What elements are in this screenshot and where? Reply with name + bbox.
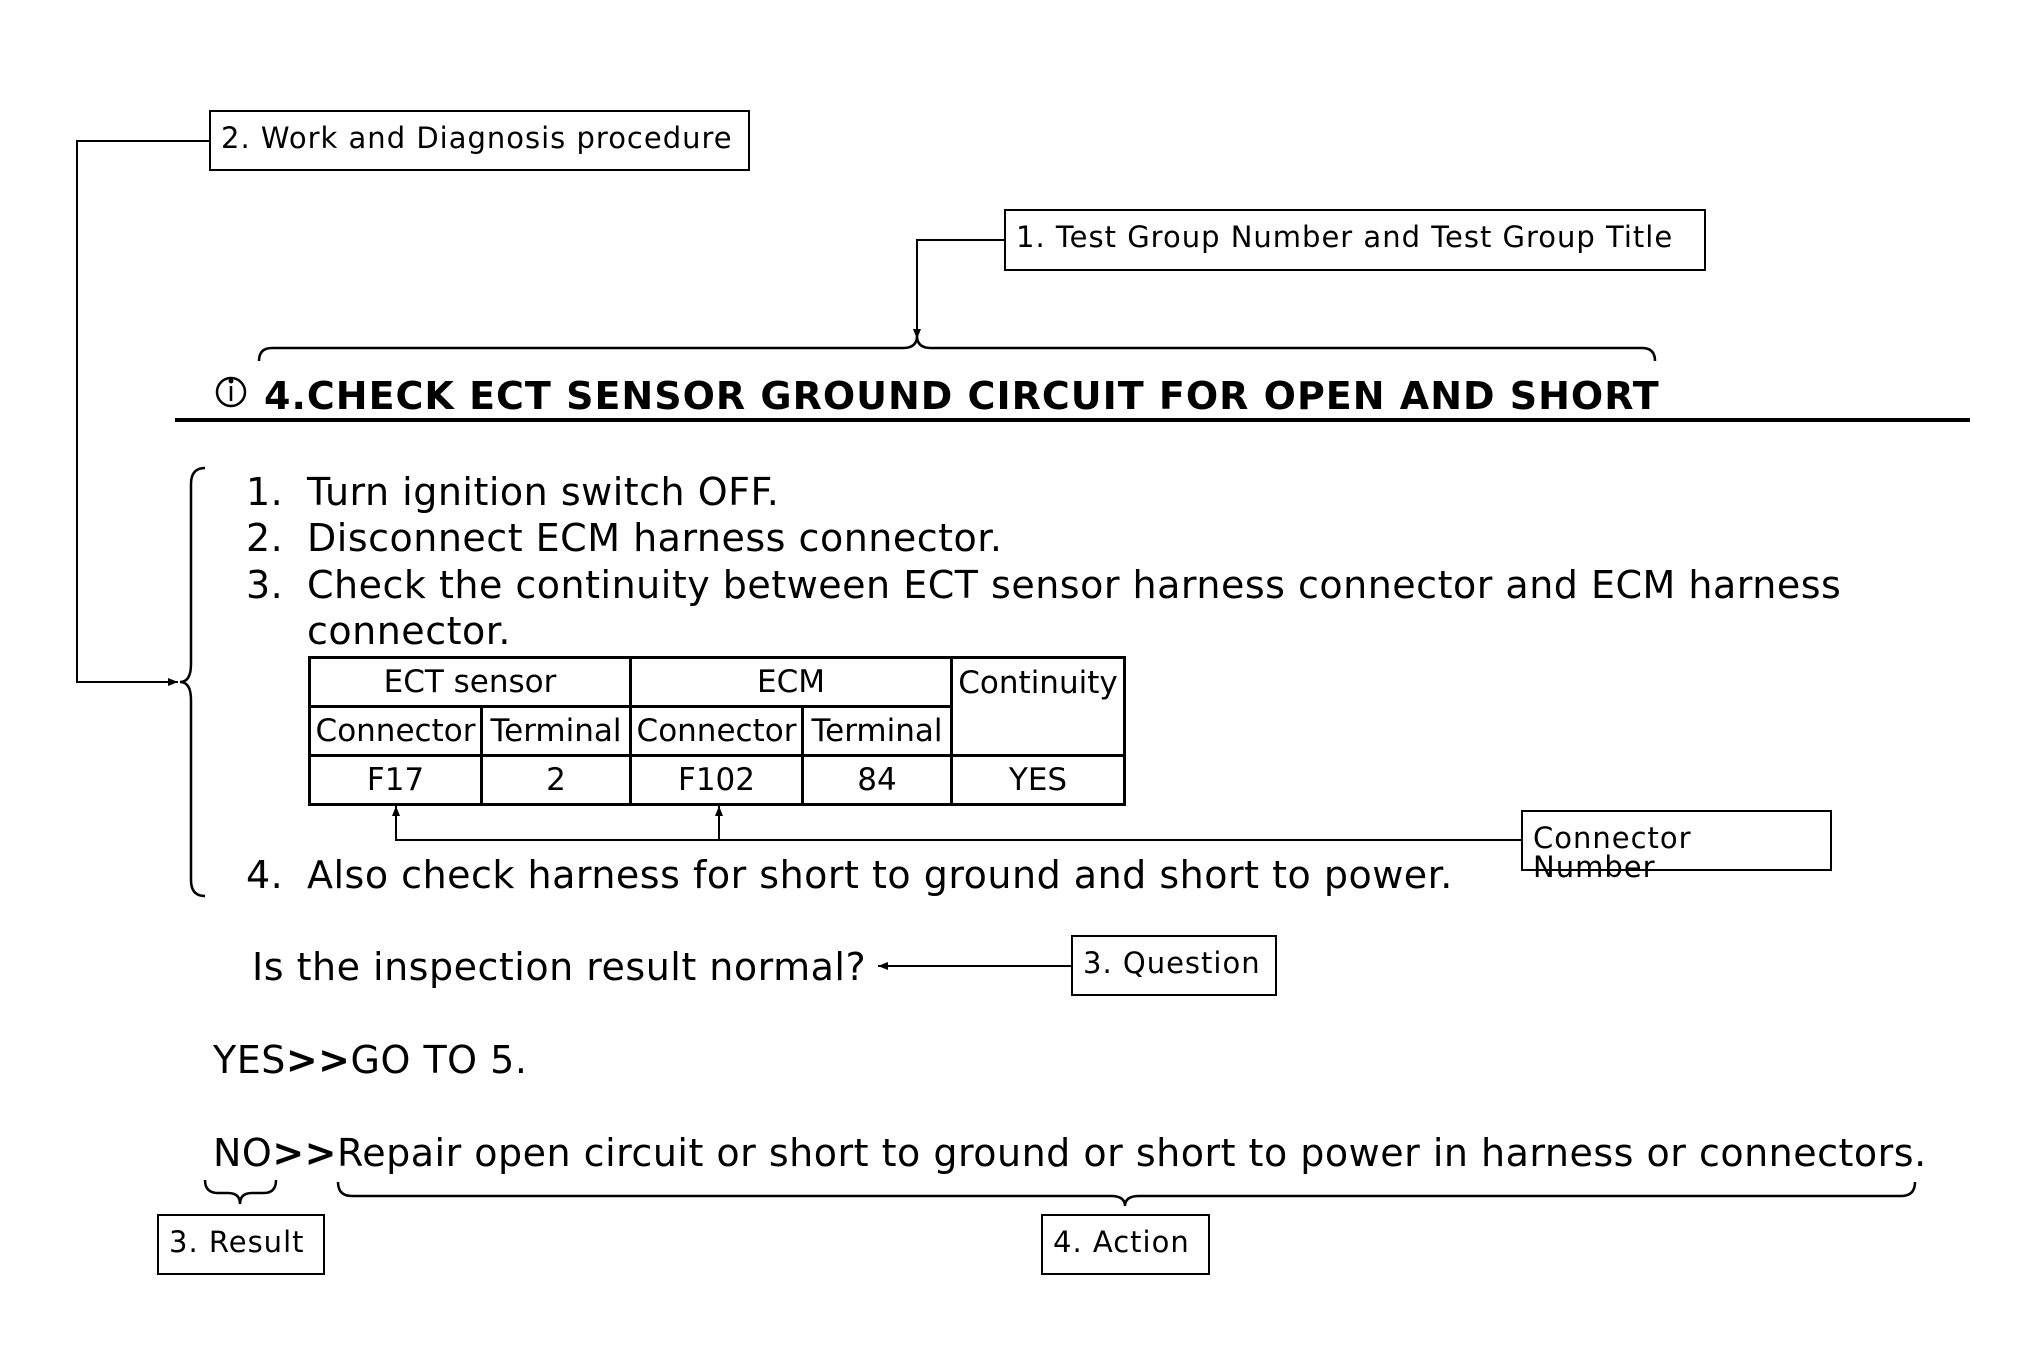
no-action: Repair open circuit or short to ground or short to power in harness or connectors. (337, 1131, 1927, 1175)
table-sub-header: Connector (631, 707, 803, 756)
steps-brace (180, 468, 205, 896)
yes-action: GO TO 5. (350, 1038, 528, 1082)
yes-result-line (213, 1038, 527, 1082)
step-text: Disconnect ECM harness connector. (307, 516, 1003, 560)
title-rule (175, 418, 1970, 422)
test-group-callout: 1. Test Group Number and Test Group Title (1004, 209, 1706, 271)
table-cell: F102 (631, 756, 803, 805)
step-3 (246, 563, 1946, 609)
step-text: Check the continuity between ECT sensor harness connector and ECM harness (307, 563, 1842, 607)
table-sub-header: Terminal (482, 707, 631, 756)
connector-number-leader (396, 806, 1521, 840)
table-cell: YES (952, 756, 1125, 805)
table-group-header: Continuity (952, 658, 1125, 756)
result-arrow: >> (285, 1038, 351, 1082)
question-callout: 3. Question (1071, 935, 1277, 996)
test-group-title: 4.CHECK ECT SENSOR GROUND CIRCUIT FOR OPEN AND SHORT (264, 374, 1660, 418)
work-diagnosis-callout: 2. Work and Diagnosis procedure (209, 110, 750, 171)
table-group-header: ECM (631, 658, 952, 707)
info-circle-icon (217, 378, 245, 406)
table-sub-header: Connector (310, 707, 482, 756)
connector-number-callout: Connector Number (1521, 810, 1832, 871)
result-brace (205, 1180, 276, 1204)
result-callout: 3. Result (157, 1214, 325, 1275)
step-4 (246, 853, 1546, 899)
test-group-leader (917, 240, 1004, 339)
inspection-question: Is the inspection result normal? (252, 945, 867, 989)
title-brace (259, 336, 1655, 361)
result-arrow: >> (272, 1131, 338, 1175)
step-number: 2. (246, 516, 284, 560)
step-number: 1. (246, 470, 284, 514)
step-1 (246, 470, 1946, 516)
step-number: 4. (246, 853, 284, 897)
action-brace (338, 1182, 1915, 1206)
continuity-table (308, 656, 1126, 806)
step-text: connector. (307, 609, 511, 653)
no-result-line (213, 1131, 1927, 1175)
table-row (310, 756, 1125, 805)
step-text: Also check harness for short to ground and short to power. (307, 853, 1453, 897)
step-text: Turn ignition switch OFF. (307, 470, 780, 514)
action-callout: 4. Action (1041, 1214, 1210, 1275)
table-cell: 84 (803, 756, 952, 805)
table-cell: 2 (482, 756, 631, 805)
yes-result: YES (213, 1038, 286, 1082)
table-sub-header: Terminal (803, 707, 952, 756)
work-procedure-leader (77, 141, 209, 682)
table-cell: F17 (310, 756, 482, 805)
step-number: 3. (246, 563, 284, 607)
step-3-continuation (246, 609, 1946, 655)
step-2 (246, 516, 1946, 562)
table-group-header: ECT sensor (310, 658, 631, 707)
no-result: NO (213, 1131, 273, 1175)
